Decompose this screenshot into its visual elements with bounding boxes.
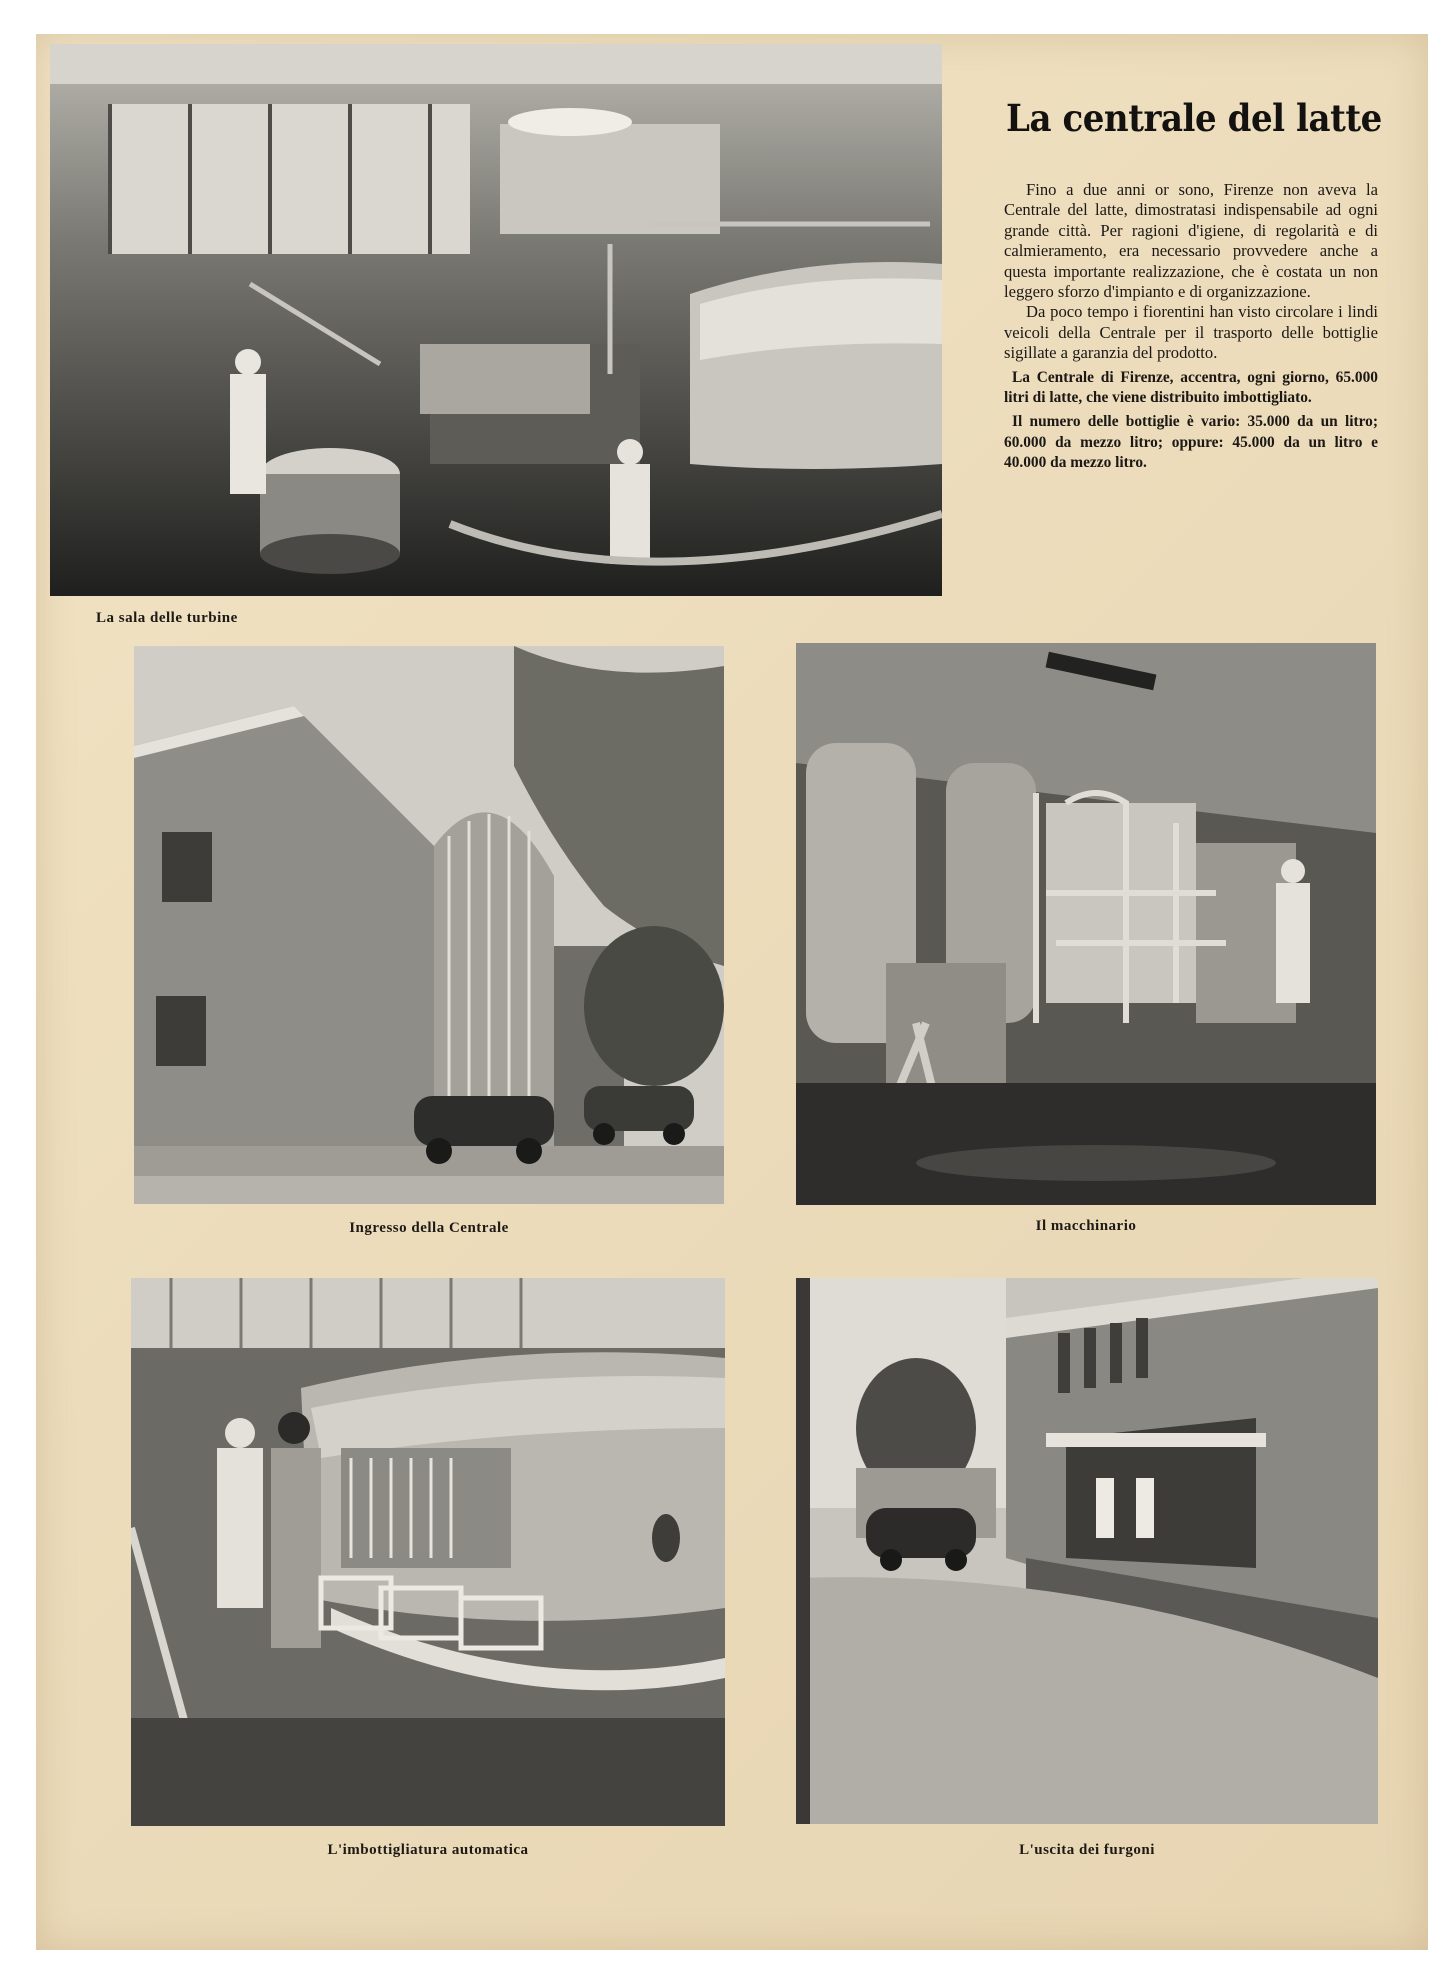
article-body [1004,180,1378,474]
caption-machinery: Il macchinario [1035,1218,1137,1234]
photo-machinery [796,643,1376,1205]
caption-turbine-room: La sala delle turbine [96,610,238,626]
photo-turbine-room [50,44,942,596]
article-paragraph-2: Da poco tempo i fiorentini han visto circolare i lindi veicoli della Centrale per il trasporto delle bottiglie sigillate a garanzia del prodotto. [1004,302,1378,363]
article-bold-paragraph-2: Il numero delle bottiglie è vario: 35.000 da un litro; 60.000 da mezzo litro; oppure: 45.000 da un litro e 40.000 da mezzo litro. [1004,413,1378,472]
article-bold-paragraph-1: La Centrale di Firenze, accentra, ogni giorno, 65.000 litri di latte, che viene distribuito imbottigliato. [1004,368,1378,407]
caption-vans-exit: L'uscita dei furgoni [1019,1842,1155,1858]
photo-bottling [131,1278,725,1826]
caption-entrance: Ingresso della Centrale [349,1220,509,1236]
article-title: La centrale del latte [1006,96,1382,140]
caption-bottling: L'imbottigliatura automatica [327,1842,529,1858]
article-paragraph-1: Fino a due anni or sono, Firenze non aveva la Centrale del latte, dimostratasi indispensabile ad ogni grande città. Per ragioni d'igiene, di regolarità e di calmieramento, era necessario provvedere anche a questa importante realizzazione, che è costata un non leggero sforzo d'impianto e di organizzazione. [1004,180,1378,302]
photo-entrance [134,646,724,1204]
photo-vans-exit [796,1278,1378,1824]
